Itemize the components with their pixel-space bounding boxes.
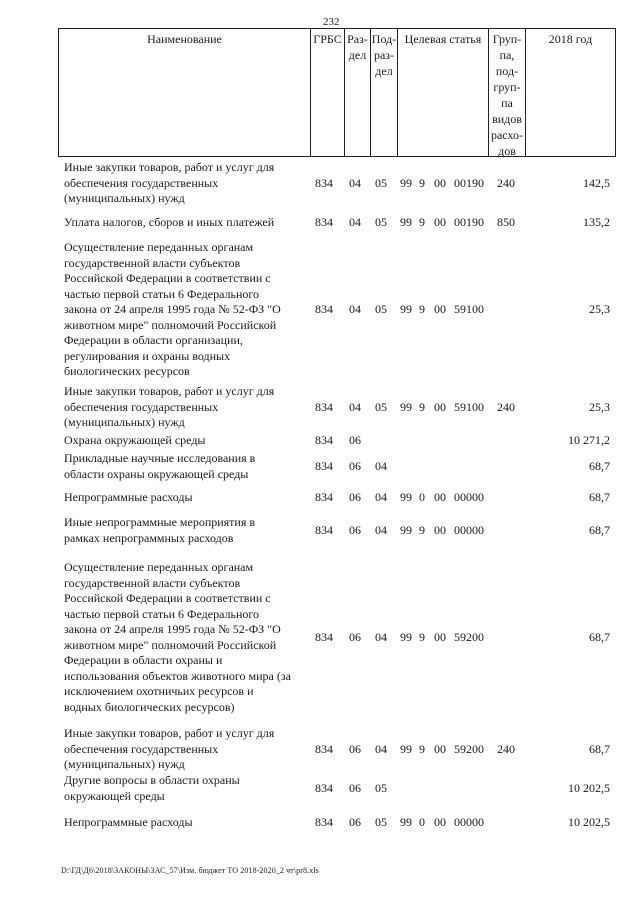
cell-group: 240: [497, 742, 515, 756]
cell-target-4: 00190: [454, 176, 484, 190]
cell-razdel: 04: [349, 215, 361, 229]
cell-target-4: 59200: [454, 742, 484, 756]
cell-razdel: 06: [349, 459, 361, 473]
cell-target-4: 59200: [454, 630, 484, 644]
cell-target-1: 99: [400, 815, 412, 829]
cell-target-2: 0: [419, 815, 425, 829]
file-path-footer: D:\ГД\Д6\2018\ЗАКОНЫ\ЗАС_57\Изм. бюджет ТО 2018-2020_2 чт\pr8.xls: [61, 866, 319, 875]
cell-amount: 68,7: [589, 630, 610, 644]
cell-group: 240: [497, 400, 515, 414]
cell-amount: 25,3: [589, 400, 610, 414]
cell-target-2: 9: [419, 400, 425, 414]
cell-target-2: 9: [419, 742, 425, 756]
cell-podrazdel: 05: [375, 176, 387, 190]
row-name: Другие вопросы в области охраны окружающей среды: [64, 773, 240, 803]
header-razdel: Раз- дел: [347, 32, 368, 62]
cell-podrazdel: 05: [375, 815, 387, 829]
cell-target-3: 00: [434, 215, 446, 229]
cell-target-1: 99: [400, 176, 412, 190]
cell-target-1: 99: [400, 400, 412, 414]
header-name: Наименование: [147, 32, 222, 46]
cell-target-3: 00: [434, 523, 446, 537]
row-name: Осуществление переданных органам государственной власти субъектов Российской Федерации в соответствии с частью первой статьи 6 Федерального закона от 24 апреля 1995 года № 52-ФЗ "О животном мире" полномочий Российской Федерации в области организации, регулирования и охраны водных биологических ресурсов: [64, 240, 281, 378]
cell-amount: 68,7: [589, 523, 610, 537]
cell-target-1: 99: [400, 630, 412, 644]
cell-target-1: 99: [400, 302, 412, 316]
cell-grbs: 834: [315, 176, 333, 190]
cell-target-4: 00000: [454, 490, 484, 504]
cell-target-2: 9: [419, 630, 425, 644]
cell-target-1: 99: [400, 742, 412, 756]
cell-grbs: 834: [315, 490, 333, 504]
row-name: Иные закупки товаров, работ и услуг для обеспечения государственных (муниципальных) нужд: [64, 726, 275, 771]
cell-grbs: 834: [315, 400, 333, 414]
cell-target-2: 0: [419, 490, 425, 504]
row-name: Осуществление переданных органам государственной власти субъектов Российской Федерации в соответствии с частью первой статьи 6 Федерального закона от 24 апреля 1995 года № 52-ФЗ "О животном мире" полномочий Российской Федерации в области охраны и использования объектов животного мира (за исключением охотничьих ресурсов и водных биологических ресурсов): [64, 560, 291, 714]
cell-amount: 68,7: [589, 490, 610, 504]
row-name: Прикладные научные исследования в области охраны окружающей среды: [64, 451, 256, 481]
cell-group: 240: [497, 176, 515, 190]
cell-target-2: 9: [419, 302, 425, 316]
cell-grbs: 834: [315, 523, 333, 537]
cell-podrazdel: 04: [375, 742, 387, 756]
cell-podrazdel: 05: [375, 215, 387, 229]
cell-target-3: 00: [434, 490, 446, 504]
cell-target-4: 00000: [454, 815, 484, 829]
cell-podrazdel: 05: [375, 302, 387, 316]
cell-target-2: 9: [419, 215, 425, 229]
page-number: 232: [323, 16, 340, 28]
cell-razdel: 04: [349, 176, 361, 190]
cell-grbs: 834: [315, 781, 333, 795]
cell-target-3: 00: [434, 742, 446, 756]
cell-razdel: 06: [349, 523, 361, 537]
cell-amount: 10 202,5: [568, 815, 610, 829]
header-group: Груп- па, под- груп- па видов расхо- дов: [490, 32, 524, 158]
header-podrazdel: Под- раз- дел: [371, 32, 397, 78]
row-name: Иные закупки товаров, работ и услуг для обеспечения государственных (муниципальных) нужд: [64, 384, 275, 429]
cell-razdel: 04: [349, 400, 361, 414]
header-divider: [58, 28, 59, 156]
cell-target-3: 00: [434, 630, 446, 644]
cell-target-4: 00190: [454, 215, 484, 229]
header-divider: [525, 28, 526, 156]
row-name: Непрограммные расходы: [64, 490, 193, 504]
cell-grbs: 834: [315, 742, 333, 756]
cell-razdel: 06: [349, 630, 361, 644]
cell-grbs: 834: [315, 630, 333, 644]
header-year: 2018 год: [548, 32, 593, 46]
row-name: Иные непрограммные мероприятия в рамках непрограммных расходов: [64, 515, 256, 545]
cell-target-3: 00: [434, 400, 446, 414]
cell-podrazdel: 04: [375, 459, 387, 473]
cell-amount: 68,7: [589, 459, 610, 473]
cell-target-3: 00: [434, 815, 446, 829]
cell-razdel: 04: [349, 302, 361, 316]
header-divider: [397, 28, 398, 156]
cell-target-4: 00000: [454, 523, 484, 537]
cell-target-3: 00: [434, 176, 446, 190]
cell-grbs: 834: [315, 815, 333, 829]
row-name: Непрограммные расходы: [64, 815, 193, 829]
cell-grbs: 834: [315, 433, 333, 447]
row-name: Иные закупки товаров, работ и услуг для обеспечения государственных (муниципальных) нужд: [64, 160, 275, 205]
cell-razdel: 06: [349, 781, 361, 795]
row-name: Охрана окружающей среды: [64, 433, 206, 447]
cell-target-2: 9: [419, 176, 425, 190]
header-target: Целевая статья: [404, 32, 482, 46]
cell-podrazdel: 04: [375, 630, 387, 644]
cell-razdel: 06: [349, 742, 361, 756]
header-divider: [310, 28, 311, 156]
cell-podrazdel: 05: [375, 400, 387, 414]
cell-grbs: 834: [315, 215, 333, 229]
row-name: Уплата налогов, сборов и иных платежей: [64, 215, 275, 229]
cell-group: 850: [497, 215, 515, 229]
cell-grbs: 834: [315, 302, 333, 316]
cell-target-1: 99: [400, 215, 412, 229]
cell-podrazdel: 04: [375, 490, 387, 504]
cell-amount: 142,5: [583, 176, 610, 190]
header-grbs: ГРБС: [313, 32, 342, 46]
cell-grbs: 834: [315, 459, 333, 473]
cell-amount: 10 202,5: [568, 781, 610, 795]
cell-target-2: 9: [419, 523, 425, 537]
cell-amount: 10 271,2: [568, 433, 610, 447]
header-divider: [615, 28, 616, 156]
cell-target-4: 59100: [454, 302, 484, 316]
cell-razdel: 06: [349, 490, 361, 504]
table-header: [58, 28, 616, 157]
cell-target-4: 59100: [454, 400, 484, 414]
cell-amount: 68,7: [589, 742, 610, 756]
cell-amount: 135,2: [583, 215, 610, 229]
cell-target-1: 99: [400, 523, 412, 537]
cell-amount: 25,3: [589, 302, 610, 316]
cell-target-3: 00: [434, 302, 446, 316]
cell-razdel: 06: [349, 815, 361, 829]
cell-podrazdel: 05: [375, 781, 387, 795]
cell-podrazdel: 04: [375, 523, 387, 537]
cell-razdel: 06: [349, 433, 361, 447]
cell-target-1: 99: [400, 490, 412, 504]
